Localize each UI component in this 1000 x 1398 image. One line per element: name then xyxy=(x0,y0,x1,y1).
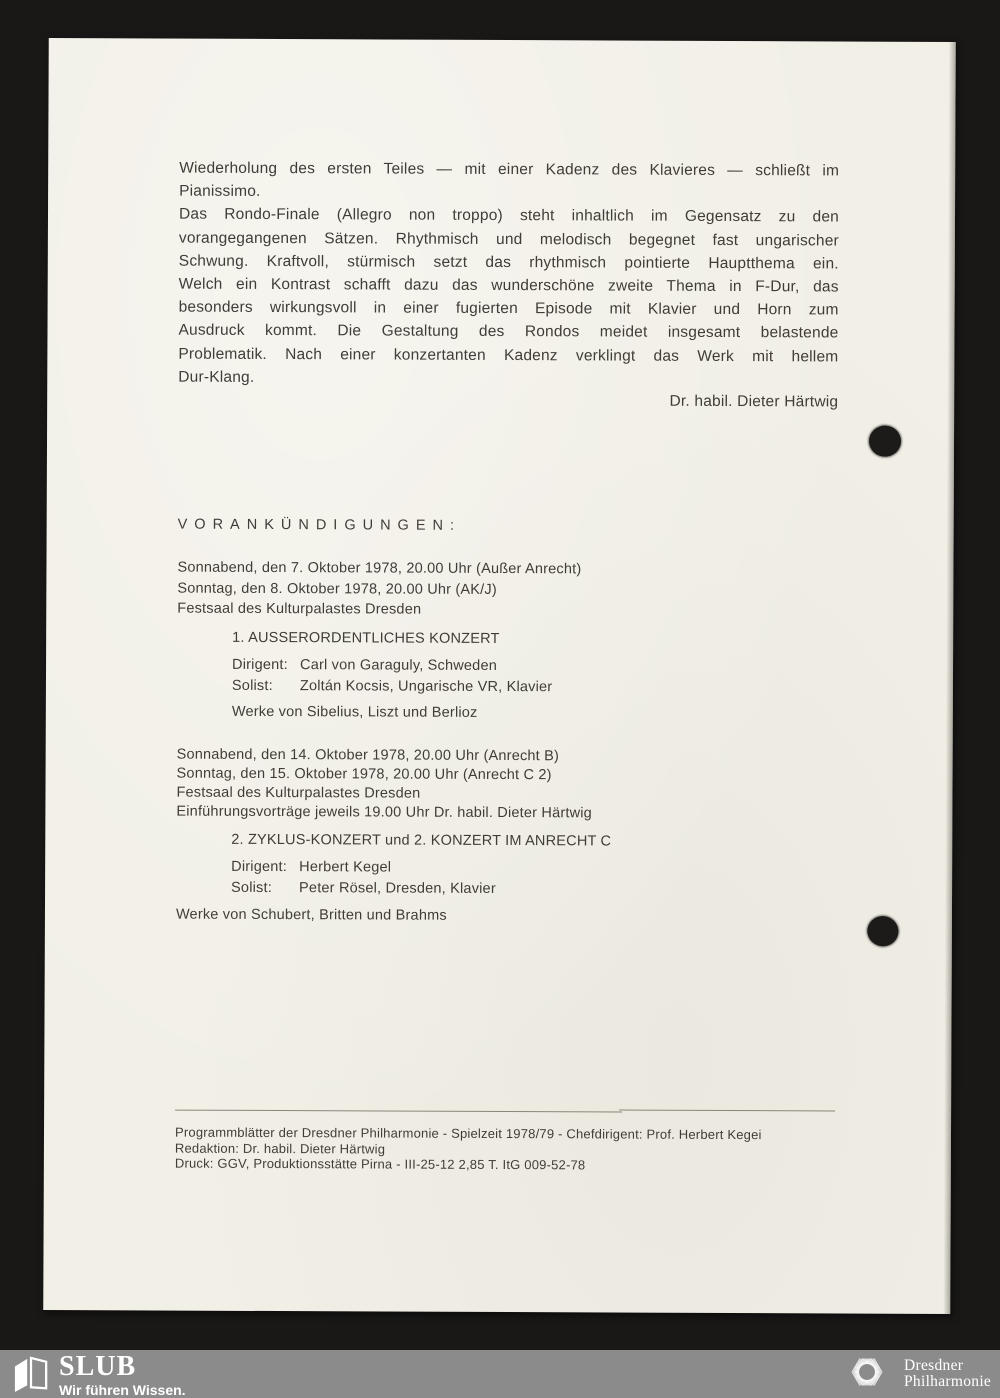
paragraph-line: vorangegangenen Sätzen. Rhythmisch und melodisch begegnet fast ungarischer xyxy=(178,229,839,250)
soloist-name: Peter Rösel, Dresden, Klavier xyxy=(299,879,496,897)
soloist-label: Solist: xyxy=(231,677,273,694)
philharmonie-line1: Dresdner xyxy=(904,1356,964,1374)
page-content xyxy=(174,39,840,1173)
concert2-soloist-row xyxy=(231,877,496,899)
philharmonie-line2: Philharmonie xyxy=(904,1373,992,1390)
announcements-heading: VORANKÜNDIGUNGEN: xyxy=(177,516,462,534)
concert2-conductor-row xyxy=(231,857,496,879)
paragraph-line: Das Rondo-Finale (Allegro non troppo) steht inhaltlich im Gegensatz zu den xyxy=(178,206,840,226)
concert1-date-1: Sonnabend, den 7. Oktober 1978, 20.00 Uhr (Außer Anrecht) xyxy=(177,559,582,578)
program-notes-paragraph xyxy=(178,157,839,392)
scanned-page xyxy=(43,38,956,1314)
concert2-date-1: Sonnabend, den 14. Oktober 1978, 20.00 Uhr (Anrecht B) xyxy=(176,746,560,765)
conductor-label: Dirigent: xyxy=(231,858,287,876)
paragraph-line: Wiederholung des ersten Teiles — mit einer Kadenz des Klavieres — schließt im xyxy=(179,159,840,180)
punch-hole-bottom xyxy=(865,913,902,949)
viewer-footer-bar xyxy=(0,1350,1000,1398)
conductor-label: Dirigent: xyxy=(232,656,288,674)
paragraph-line: Problematik. Nach einer konzertanten Kadenz verklingt das Werk mit hellem xyxy=(178,345,839,366)
concert2-roles xyxy=(231,857,496,899)
philharmonie-logo xyxy=(843,1350,991,1398)
paragraph-line: besonders wirkungsvoll in einer fugierten Episode mit Klavier und Horn zum xyxy=(178,298,839,319)
concert2-date-2: Sonntag, den 15. Oktober 1978, 20.00 Uhr (Anrecht C 2) xyxy=(176,765,552,784)
imprint-line: Druck: GGV, Produktionsstätte Pirna - III-25-12 2,85 T. ItG 009-52-78 xyxy=(174,1155,586,1173)
author-signature: Dr. habil. Dieter Härtwig xyxy=(669,392,839,411)
soloist-name: Zoltán Kocsis, Ungarische VR, Klavier xyxy=(299,677,553,695)
concert1-roles xyxy=(232,655,553,697)
imprint-line: Programmblätter der Dresdner Philharmonie - Spielzeit 1978/79 - Chefdirigent: Prof. Herbert Kegei xyxy=(174,1124,762,1143)
concert2-works: Werke von Schubert, Britten und Brahms xyxy=(175,906,447,924)
paragraph-line: Pianissimo. xyxy=(179,182,261,201)
imprint-divider xyxy=(619,1110,835,1112)
imprint-divider xyxy=(175,1110,622,1113)
slub-wordmark: SLUB xyxy=(59,1351,137,1382)
concert1-title: 1. AUSSERORDENTLICHES KONZERT xyxy=(232,629,500,647)
concert2-title: 2. ZYKLUS-KONZERT und 2. KONZERT IM ANRECHT C xyxy=(231,831,612,850)
concert1-conductor-row xyxy=(232,655,552,677)
concert1-venue: Festsaal des Kulturpalastes Dresden xyxy=(177,600,422,618)
slub-text xyxy=(59,1353,186,1398)
punch-hole-top xyxy=(869,426,901,457)
concert2-dates xyxy=(176,746,592,824)
paragraph-line: Schwung. Kraftvoll, stürmisch setzt das rhythmisch pointierte Hauptthema ein. xyxy=(178,252,839,273)
concert2-venue: Festsaal des Kulturpalastes Dresden xyxy=(176,784,421,802)
concert1-soloist-row xyxy=(232,675,552,697)
starburst-icon xyxy=(843,1347,891,1398)
open-book-icon xyxy=(13,1353,49,1398)
concert1-works: Werke von Sibelius, Liszt und Berlioz xyxy=(231,703,478,721)
philharmonie-wordmark xyxy=(904,1358,991,1391)
paragraph-line: Ausdruck kommt. Die Gestaltung des Rondos meidet insgesamt belastende xyxy=(178,322,839,342)
conductor-name: Carl von Garaguly, Schweden xyxy=(300,657,498,674)
conductor-name: Herbert Kegel xyxy=(299,859,392,876)
slub-logo xyxy=(13,1353,186,1398)
concert1-date-2: Sonntag, den 8. Oktober 1978, 20.00 Uhr (AK/J) xyxy=(177,580,497,598)
soloist-label: Solist: xyxy=(231,879,273,896)
slub-tagline: Wir führen Wissen. xyxy=(59,1382,186,1398)
imprint-line: Redaktion: Dr. habil. Dieter Härtwig xyxy=(174,1140,386,1157)
concert2-lectures: Einführungsvorträge jeweils 19.00 Uhr Dr. habil. Dieter Härtwig xyxy=(176,803,592,822)
paragraph-line: Welch ein Kontrast schafft dazu das wunderschöne zweite Thema in F-Dur, das xyxy=(178,275,839,296)
concert1-dates xyxy=(177,558,581,621)
imprint-block xyxy=(175,1125,855,1174)
paragraph-line: Dur-Klang. xyxy=(178,368,255,386)
